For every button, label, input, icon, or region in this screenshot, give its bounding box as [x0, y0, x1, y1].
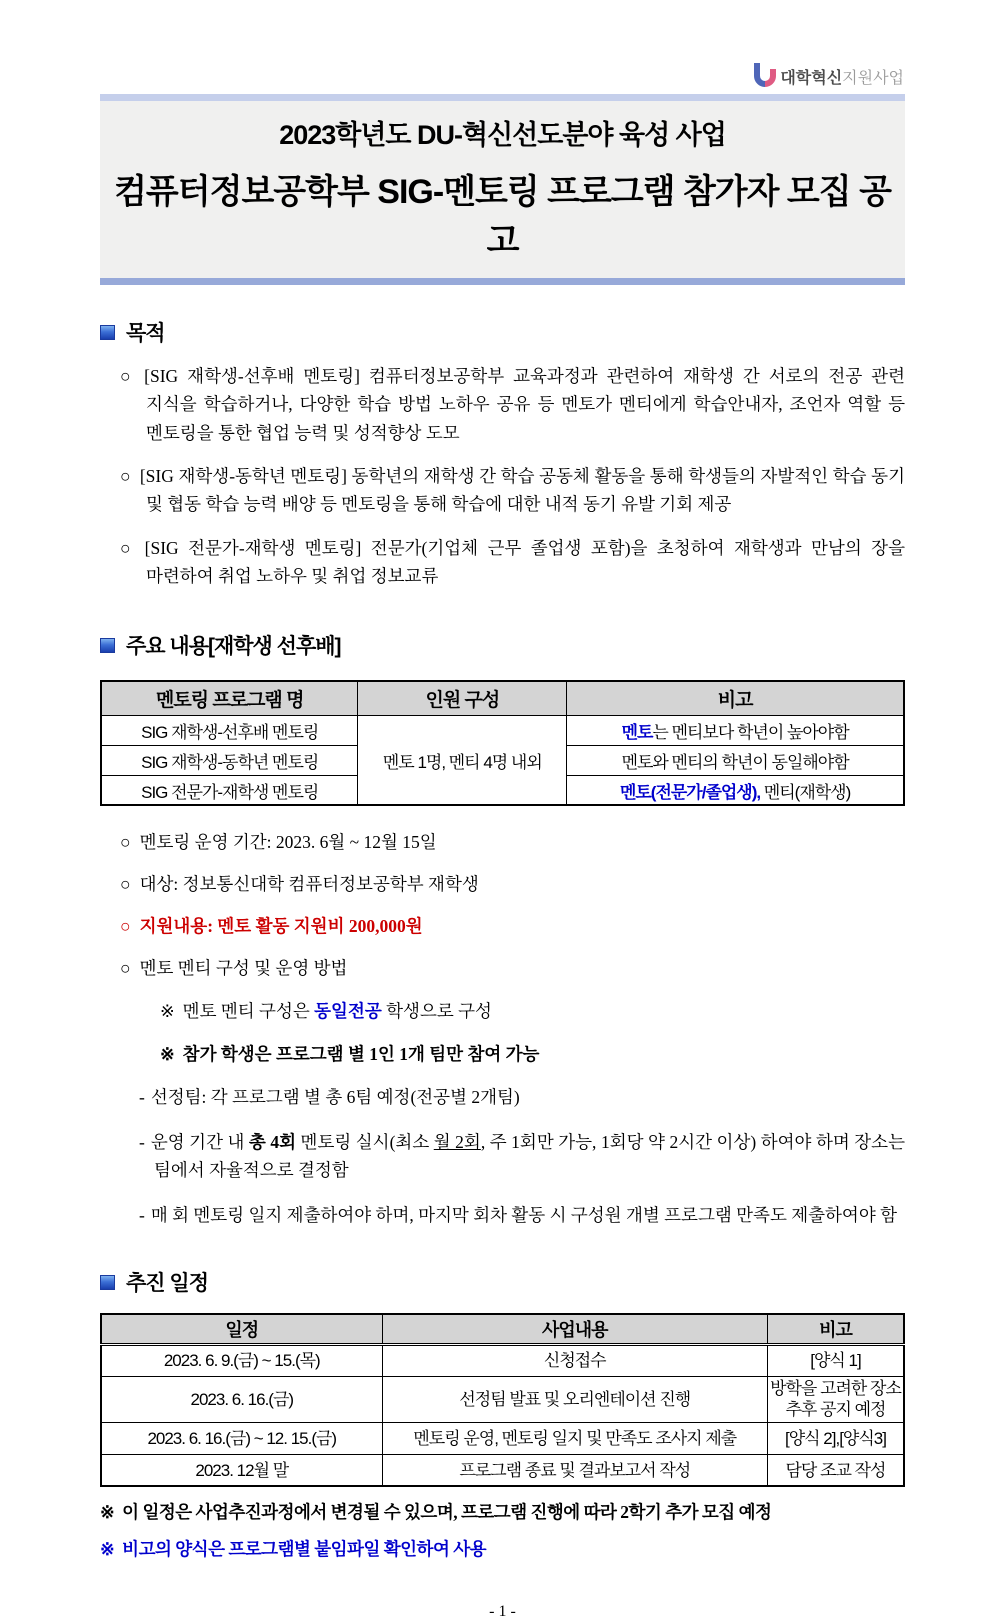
circle-bullet-icon: ○ — [120, 916, 131, 937]
program-note-cell — [567, 775, 904, 805]
schedule-date-cell: 2023. 12월 말 — [101, 1454, 382, 1486]
header-logo-row — [0, 0, 992, 94]
schedule-note-cell: [양식 2],[양식3] — [767, 1422, 904, 1454]
table-row — [101, 715, 904, 745]
title-banner-top-bar — [100, 94, 905, 101]
title-banner — [100, 94, 905, 285]
reference-mark-icon: ※ — [100, 1539, 115, 1560]
program-note-rest: 멘티(재학생) — [760, 782, 851, 802]
page-number: - 1 - — [489, 1603, 516, 1621]
section-schedule-header — [100, 1267, 905, 1297]
program-note-highlight: 멘토 — [621, 722, 653, 742]
schedule-date-cell: 2023. 6. 16.(금) — [101, 1376, 382, 1422]
info-method-text: 멘토 멘티 구성 및 운영 방법 — [139, 958, 348, 979]
program-note-rest: 멘토와 멘티의 학년이 동일해야함 — [621, 752, 849, 772]
title-banner-body — [100, 101, 905, 278]
schedule-content-cell: 멘토링 운영, 멘토링 일지 및 만족도 조사지 제출 — [382, 1422, 767, 1454]
table-row — [101, 1376, 904, 1422]
method-note-1-post: 학생으로 구성 — [381, 1001, 492, 1022]
schedule-content-cell: 신청접수 — [382, 1344, 767, 1376]
info-period-text: 멘토링 운영 기간: 2023. 6월 ~ 12월 15일 — [139, 832, 437, 853]
program-table — [100, 680, 905, 806]
method-dash-2-p1: 운영 기간 내 — [150, 1132, 249, 1153]
schedule-table-header-row — [101, 1314, 904, 1344]
schedule-date-cell: 2023. 6. 16.(금) ~ 12. 15.(금) — [101, 1422, 382, 1454]
purpose-bullet-1 — [100, 362, 905, 447]
method-dash-2 — [100, 1128, 905, 1184]
info-target-text: 대상: 정보통신대학 컴퓨터정보공학부 재학생 — [139, 874, 479, 895]
circle-bullet-icon: ○ — [120, 537, 136, 558]
table-row — [101, 1454, 904, 1486]
schedule-note-cell: [양식 1] — [767, 1344, 904, 1376]
method-dash-2-underline: 월 2회 — [433, 1132, 481, 1153]
schedule-date-cell: 2023. 6. 9.(금) ~ 15.(목) — [101, 1344, 382, 1376]
logo-text-light: 지원사업 — [842, 70, 904, 87]
program-note-rest: 는 멘티보다 학년이 높아야함 — [652, 722, 849, 742]
purpose-bullet-1-text: [SIG 재학생-선후배 멘토링] 컴퓨터정보공학부 교육과정과 관련하여 재학생 간 서로의 전공 관련 지식을 학습하거나, 다양한 학습 방법 노하우 공유 등 멘토가 멘티에게 학습안내자, 조언자 역할 등 멘토링을 통한 협업 능력 및 성적향상 도모 — [144, 366, 905, 443]
blue-square-icon — [100, 638, 115, 653]
program-name-cell: SIG 재학생-선후배 멘토링 — [101, 715, 358, 745]
blue-square-icon — [100, 1275, 115, 1290]
info-support-text: 지원내용: 멘토 활동 지원비 200,000원 — [139, 916, 423, 937]
program-note-cell — [567, 715, 904, 745]
method-dash-1-text: 선정팀: 각 프로그램 별 총 6팀 예정(전공별 2개팀) — [150, 1087, 520, 1108]
method-dash-3 — [100, 1201, 905, 1229]
method-dash-2-p3: , 주 1회만 가능, 1회당 약 2시간 이상) 하여야 하며 장소는 팀에서 자율적으로 결정함 — [154, 1132, 905, 1181]
circle-bullet-icon: ○ — [120, 366, 136, 386]
method-note-2 — [100, 1041, 905, 1066]
program-table-header-note: 비고 — [567, 681, 904, 715]
section-schedule-title: 추진 일정 — [126, 1272, 208, 1296]
program-year-title: 2023학년도 DU-혁신선도분야 육성 사업 — [279, 120, 726, 150]
circle-bullet-icon: ○ — [120, 874, 131, 895]
schedule-header-date: 일정 — [101, 1314, 382, 1344]
program-note-highlight: 멘토(전문가/졸업생), — [619, 782, 761, 802]
university-innovation-logo — [752, 60, 904, 90]
schedule-note-cell: 방학을 고려한 장소 추후 공지 예정 — [767, 1376, 904, 1422]
purpose-bullet-2-text: [SIG 재학생-동학년 멘토링] 동학년의 재학생 간 학습 공동체 활동을 통해 학생들의 자발적인 학습 동기 및 협동 학습 능력 배양 등 멘토링을 통해 학습에 대한 내적 동기 유발 기회 제공 — [139, 466, 905, 515]
purpose-bullet-2 — [100, 462, 905, 519]
section-main-content-header — [100, 630, 905, 660]
method-note-1-pre: 멘토 멘티 구성은 — [182, 1001, 315, 1022]
schedule-footnote-2 — [100, 1536, 905, 1561]
method-note-1-highlight: 동일전공 — [314, 1001, 382, 1022]
method-note-2-text: 참가 학생은 프로그램 별 1인 1개 팀만 참여 가능 — [182, 1044, 540, 1065]
section-purpose-title: 목적 — [126, 322, 165, 345]
program-name-cell: SIG 전문가-재학생 멘토링 — [101, 775, 358, 805]
schedule-content-cell: 프로그램 종료 및 결과보고서 작성 — [382, 1454, 767, 1486]
info-target — [100, 871, 905, 896]
info-support — [100, 913, 905, 938]
recruitment-title: 컴퓨터정보공학부 SIG-멘토링 프로그램 참가자 모집 공고 — [114, 173, 891, 260]
dash-bullet-icon: - — [139, 1132, 145, 1153]
method-dash-2-bold: 총 4회 — [248, 1132, 297, 1153]
schedule-header-note: 비고 — [767, 1314, 904, 1344]
logo-text — [780, 71, 904, 90]
schedule-note-cell: 담당 조교 작성 — [767, 1454, 904, 1486]
program-table-header-composition: 인원 구성 — [358, 681, 567, 715]
blue-square-icon — [100, 325, 115, 340]
program-composition-merged-cell: 멘토 1명, 멘티 4명 내외 — [358, 715, 567, 805]
schedule-footnote-1 — [100, 1499, 905, 1524]
method-dash-2-p2: 멘토링 실시(최소 — [296, 1132, 434, 1153]
section-main-content-title: 주요 내용[재학생 선후배] — [126, 635, 341, 659]
schedule-footnote-2-text: 비고의 양식은 프로그램별 붙임파일 확인하여 사용 — [122, 1539, 487, 1560]
dash-bullet-icon: - — [139, 1205, 145, 1226]
purpose-bullet-3-text: [SIG 전문가-재학생 멘토링] 전문가(기업체 근무 졸업생 포함)을 초청하여 재학생과 만남의 장을 마련하여 취업 노하우 및 취업 정보교류 — [144, 537, 905, 587]
program-table-header-name: 멘토링 프로그램 명 — [101, 681, 358, 715]
reference-mark-icon: ※ — [160, 1044, 175, 1065]
section-purpose-header — [100, 317, 905, 347]
reference-mark-icon: ※ — [160, 1001, 175, 1022]
method-dash-1 — [100, 1083, 905, 1111]
info-period — [100, 829, 905, 854]
program-note-cell — [567, 745, 904, 775]
info-method — [100, 955, 905, 980]
method-note-1 — [100, 998, 905, 1023]
schedule-header-content: 사업내용 — [382, 1314, 767, 1344]
circle-bullet-icon: ○ — [120, 958, 131, 979]
circle-bullet-icon: ○ — [120, 832, 131, 853]
program-table-header-row — [101, 681, 904, 715]
schedule-footnote-1-text: 이 일정은 사업추진과정에서 변경될 수 있으며, 프로그램 진행에 따라 2학기 추가 모집 예정 — [122, 1502, 772, 1523]
logo-text-bold: 대학혁신 — [780, 70, 843, 87]
schedule-content-cell: 선정팀 발표 및 오리엔테이션 진행 — [382, 1376, 767, 1422]
circle-bullet-icon: ○ — [120, 466, 131, 487]
title-banner-bottom-bar — [100, 278, 905, 285]
schedule-table — [100, 1313, 905, 1487]
purpose-bullet-3 — [100, 534, 905, 591]
logo-u-icon — [752, 60, 778, 90]
method-dash-3-text: 매 회 멘토링 일지 제출하여야 하며, 마지막 회차 활동 시 구성원 개별 프로그램 만족도 제출하여야 함 — [150, 1205, 898, 1226]
table-row — [101, 1344, 904, 1376]
reference-mark-icon: ※ — [100, 1502, 115, 1523]
table-row — [101, 1422, 904, 1454]
dash-bullet-icon: - — [139, 1087, 145, 1108]
program-name-cell: SIG 재학생-동학년 멘토링 — [101, 745, 358, 775]
